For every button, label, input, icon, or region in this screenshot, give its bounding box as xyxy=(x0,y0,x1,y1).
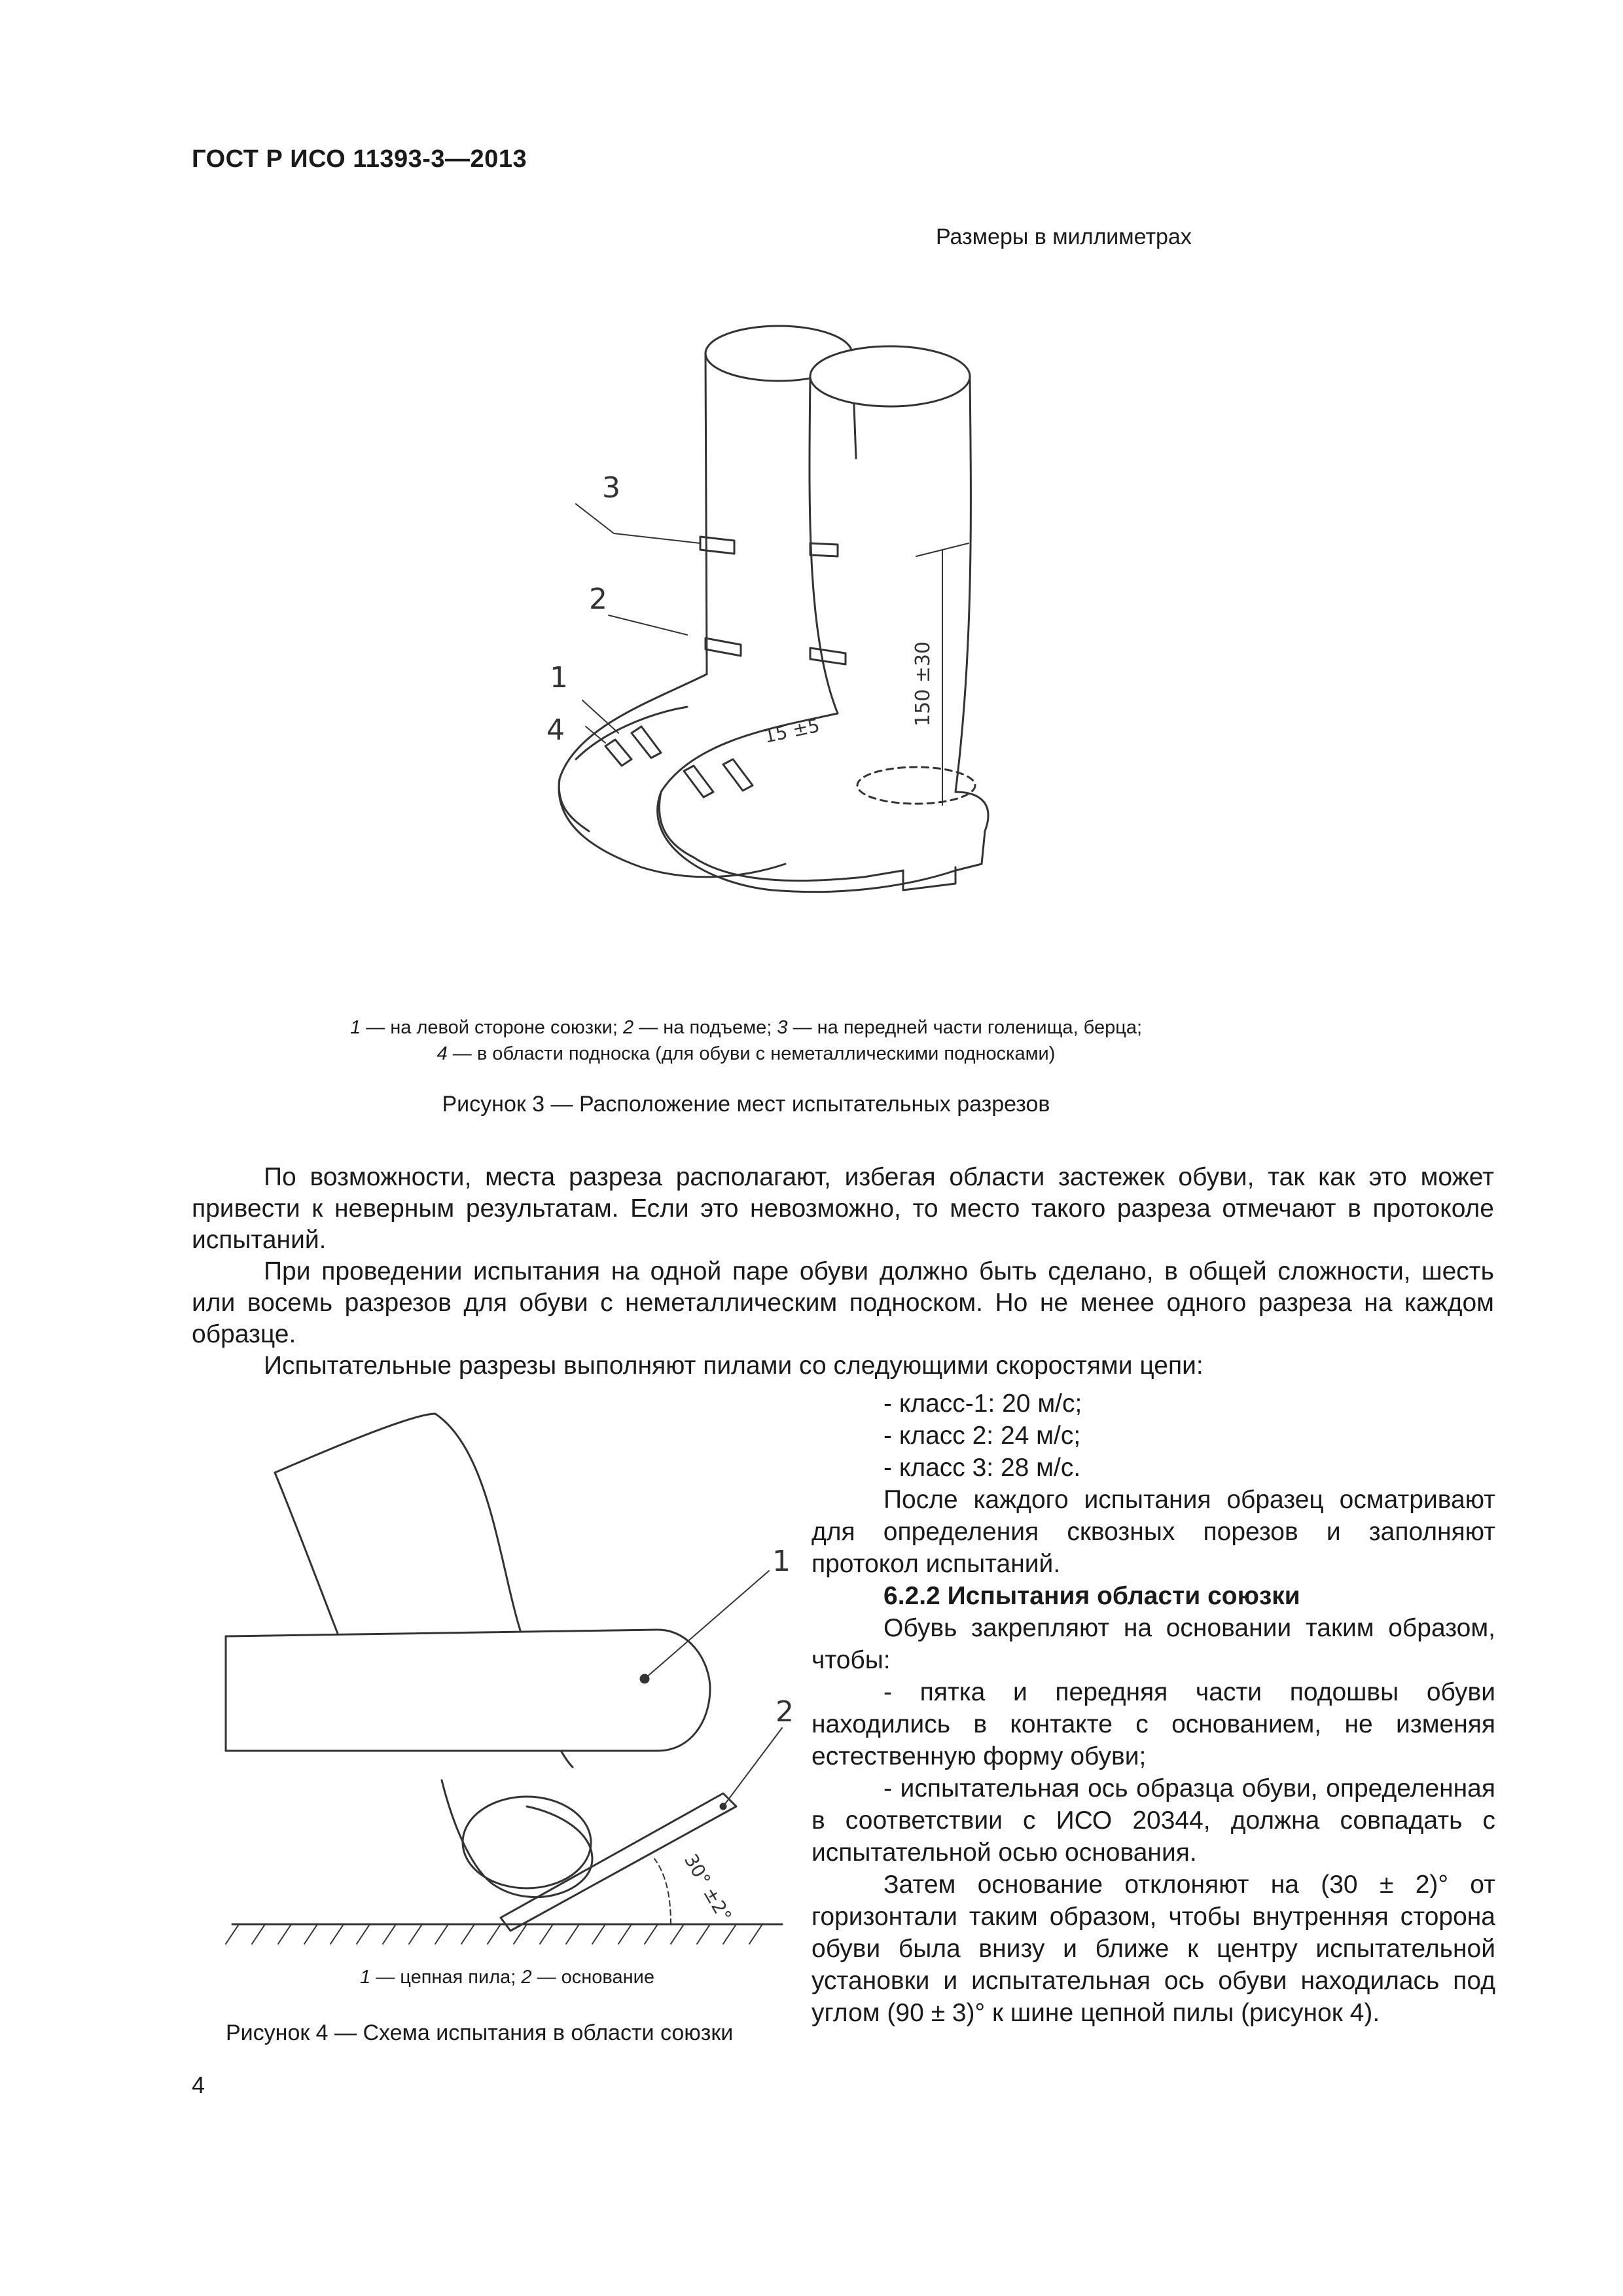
label-1: 1 xyxy=(550,661,568,694)
legend-num: 3 xyxy=(777,1017,788,1038)
back-boot-shaft-left xyxy=(705,353,707,674)
legend-num: 1 xyxy=(360,1967,371,1988)
speed-class-1: - класс-1: 20 м/с; xyxy=(883,1390,1082,1418)
legend-num: 1 xyxy=(349,1017,361,1038)
front-boot-top-ellipse xyxy=(810,346,970,406)
figure-3-caption: Рисунок 3 — Расположение мест испытательных разрезов xyxy=(442,1092,1050,1117)
section-heading: 6.2.2 Испытания области союзки xyxy=(883,1582,1300,1610)
label-4: 4 xyxy=(546,713,565,747)
paragraph-2: При проведении испытания на одной паре обуви должно быть сделано, в общей сложности, шесть или восемь разрезов для обуви с неметаллическим подноском. Но не менее одного разреза на каждом образце. xyxy=(192,1257,1494,1348)
page-number: 4 xyxy=(192,2072,205,2098)
angle-arc xyxy=(654,1859,671,1924)
heel-dashed-ellipse xyxy=(857,767,975,804)
leader-2 xyxy=(723,1728,782,1806)
legend-line-1 xyxy=(196,1014,1296,1041)
legend-num: 2 xyxy=(521,1967,532,1988)
paragraph-4: После каждого испытания образец осматривают для определения сквозных порезов и заполняют протокол испытаний. xyxy=(812,1486,1495,1578)
figure-4-legend xyxy=(219,1967,795,1988)
ground-hatching xyxy=(226,1924,762,1944)
paragraph-1: По возможности, места разреза располагают, избегая области застежек обуви, так как это может привести к неверным результатам. Если это невозможно, то место такого разреза отмечают в протоколе испытаний. xyxy=(192,1163,1494,1254)
boot-toe-cap xyxy=(463,1797,591,1888)
paragraph-5: Обувь закрепляют на основании таким образом, чтобы: xyxy=(812,1614,1495,1674)
leader-3 xyxy=(576,504,700,543)
speed-class-2: - класс 2: 24 м/с; xyxy=(883,1422,1081,1450)
legend-num: 4 xyxy=(437,1043,448,1064)
legend-text: — на передней части голенища, берца; xyxy=(787,1017,1143,1038)
legend-text: — основание xyxy=(531,1967,654,1988)
label-2: 2 xyxy=(589,583,607,616)
figure-3-boots-drawing xyxy=(497,308,1126,975)
cut-mark-1-back xyxy=(632,726,661,758)
cut-mark-1-front xyxy=(723,759,753,791)
legend-text: — на подъеме; xyxy=(633,1017,777,1038)
speed-class-3: - класс 3: 28 м/с. xyxy=(883,1454,1081,1482)
cut-mark-3-front xyxy=(810,543,838,556)
label-1: 1 xyxy=(772,1545,791,1578)
legend-num: 2 xyxy=(623,1017,634,1038)
front-boot-sole-line xyxy=(659,792,903,881)
leader-2 xyxy=(609,615,687,635)
figure-3-legend xyxy=(196,1014,1296,1067)
dim-150-label: 150 ±30 xyxy=(912,641,935,726)
legend-text: — цепная пила; xyxy=(370,1967,522,1988)
document-header: ГОСТ Р ИСО 11393-3—2013 xyxy=(192,145,527,173)
legend-text: — на левой стороне союзки; xyxy=(361,1017,623,1038)
legend-line-2 xyxy=(196,1041,1296,1067)
cut-mark-2-front xyxy=(810,648,846,664)
cut-mark-4-back xyxy=(605,740,632,766)
right-column-text xyxy=(812,1388,1495,2029)
leader-1 xyxy=(645,1571,769,1679)
body-paragraphs xyxy=(192,1162,1494,1382)
label-2: 2 xyxy=(776,1695,794,1729)
leader-4 xyxy=(586,726,605,743)
figure-4-test-scheme-drawing xyxy=(219,1374,795,1964)
condition-2: - испытательная ось образца обуви, определенная в соответствии с ИСО 20344, должна совпадать с испытательной осью основания. xyxy=(812,1774,1495,1867)
front-boot-shaft-right xyxy=(955,376,971,792)
legend-text: — в области подноска (для обуви с неметаллическими подносками) xyxy=(447,1043,1056,1064)
chainsaw-bar xyxy=(226,1630,710,1751)
cut-mark-2-back xyxy=(705,638,741,656)
condition-1: - пятка и передняя части подошвы обуви находились в контакте с основанием, не изменяя естественную форму обуви; xyxy=(812,1678,1495,1770)
paragraph-6: Затем основание отклоняют на (30 ± 2)° от горизонтали таким образом, чтобы внутренняя сторона обуви была внизу и ближе к центру испытательной установки и испытательная ось обуви находилась под углом (90 ± 3)° к шине цепной пилы (рисунок 4). xyxy=(812,1871,1495,2027)
paragraph-3: Испытательные разрезы выполняют пилами со следующими скоростями цепи: xyxy=(264,1352,1204,1380)
cut-mark-4-front xyxy=(684,766,713,797)
label-3: 3 xyxy=(602,471,620,505)
back-boot-sole-line xyxy=(559,779,589,831)
dim-15-label: 15 ±5 xyxy=(762,714,822,747)
figure-4-caption: Рисунок 4 — Схема испытания в области союзки xyxy=(226,2020,734,2045)
angle-label: 30° ±2° xyxy=(679,1850,736,1926)
units-note: Размеры в миллиметрах xyxy=(936,224,1192,249)
